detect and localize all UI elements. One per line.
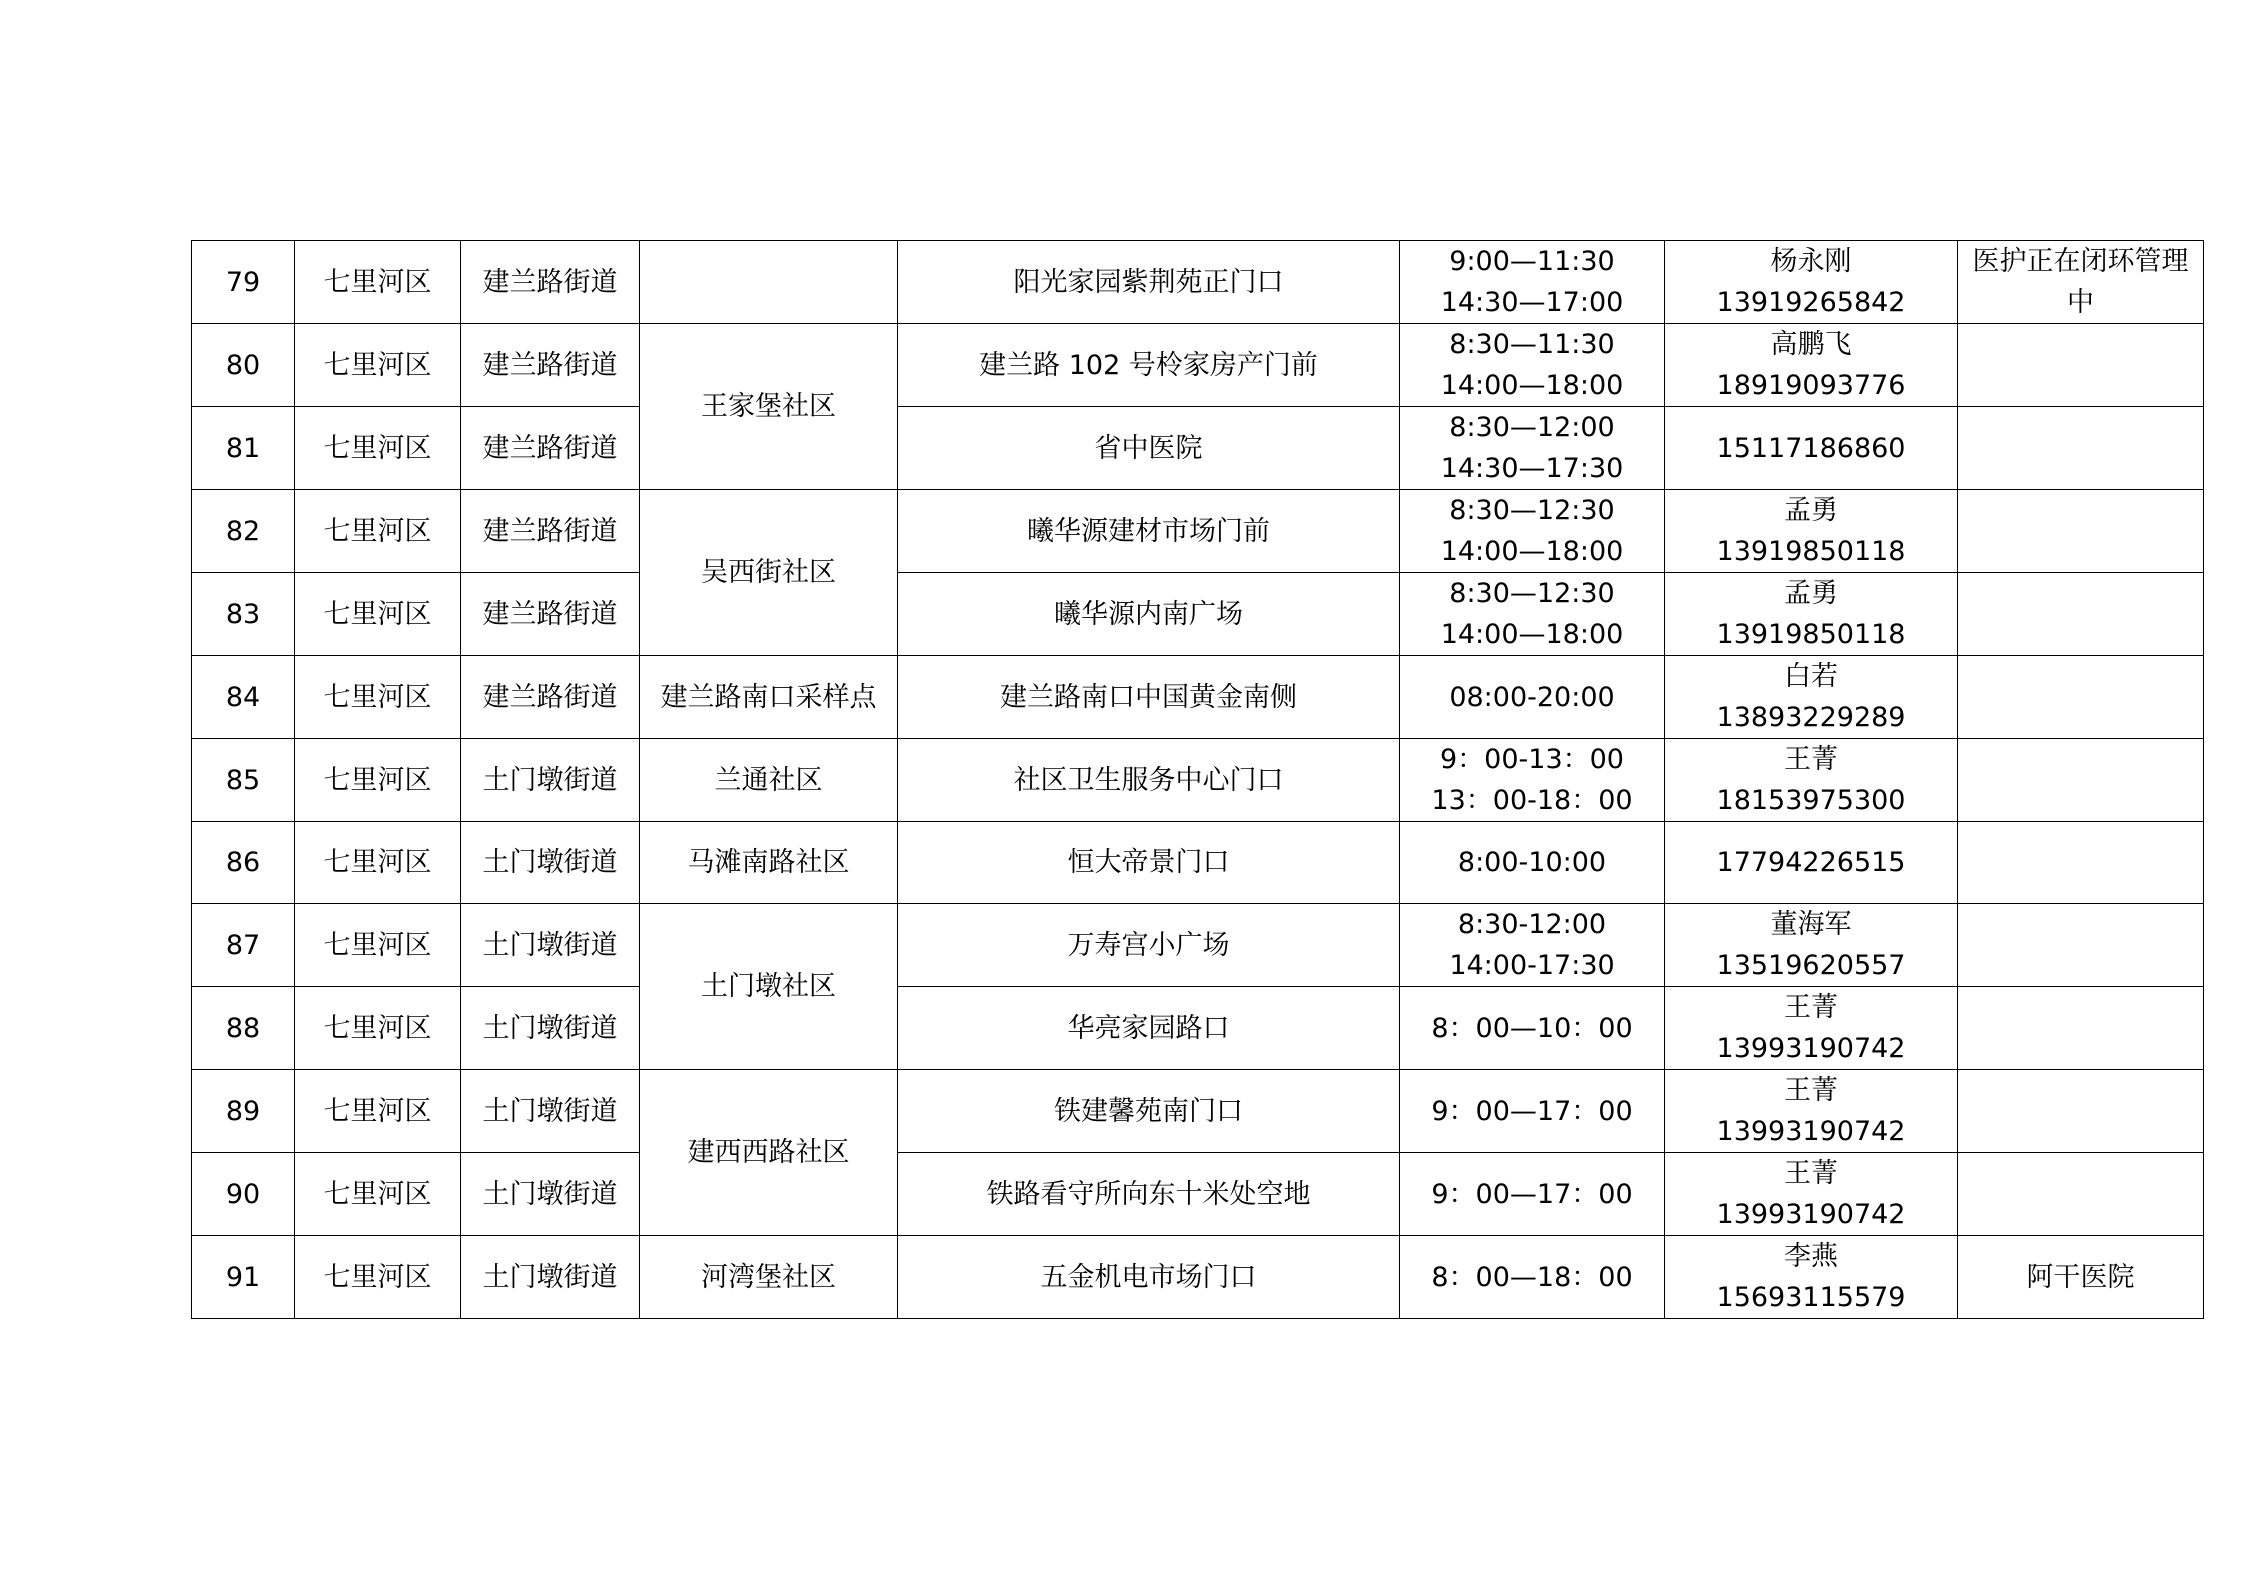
- row-number: 87: [192, 904, 295, 987]
- district-cell: 七里河区: [295, 324, 461, 407]
- hours-line: 8:30-12:00: [1457, 909, 1607, 940]
- district-cell: 七里河区: [295, 573, 461, 656]
- note-cell: [1958, 324, 2204, 407]
- table-row: [192, 573, 2204, 656]
- contact-cell: [1665, 241, 1958, 324]
- street-cell: 土门墩街道: [461, 1153, 640, 1236]
- hours-line: 14:00—18:00: [1440, 370, 1624, 401]
- table-row: [192, 656, 2204, 739]
- street-cell: 建兰路街道: [461, 573, 640, 656]
- hours-cell: [1400, 324, 1665, 407]
- contact-phone: 13519620557: [1716, 950, 1906, 981]
- district-cell: 七里河区: [295, 904, 461, 987]
- note-cell: [1958, 490, 2204, 573]
- row-number: 89: [192, 1070, 295, 1153]
- contact-cell: [1665, 1236, 1958, 1319]
- hours-line: 8:30—12:00: [1449, 412, 1615, 443]
- note-cell: [1958, 904, 2204, 987]
- community-cell: 吴西街社区: [640, 490, 898, 656]
- note-cell: [1958, 1070, 2204, 1153]
- site-cell: 建兰路南口中国黄金南侧: [898, 656, 1400, 739]
- site-cell: 社区卫生服务中心门口: [898, 739, 1400, 822]
- table-row: [192, 324, 2204, 407]
- contact-cell: [1665, 573, 1958, 656]
- community-cell: 土门墩社区: [640, 904, 898, 1070]
- row-number: 83: [192, 573, 295, 656]
- row-number: 86: [192, 822, 295, 904]
- note-cell: [1958, 822, 2204, 904]
- row-number: 85: [192, 739, 295, 822]
- hours-line: 14:30—17:30: [1440, 453, 1624, 484]
- hours-cell: [1400, 656, 1665, 739]
- table-row: [192, 1236, 2204, 1319]
- table-row: [192, 739, 2204, 822]
- contact-cell: [1665, 1070, 1958, 1153]
- district-cell: 七里河区: [295, 1236, 461, 1319]
- district-cell: 七里河区: [295, 241, 461, 324]
- contact-cell: [1665, 490, 1958, 573]
- hours-cell: [1400, 822, 1665, 904]
- contact-name: 王菁: [1784, 1075, 1838, 1106]
- contact-cell: [1665, 904, 1958, 987]
- contact-name: 李燕: [1784, 1241, 1838, 1272]
- contact-name: 孟勇: [1784, 495, 1838, 526]
- testing-sites-table: [191, 240, 2204, 1319]
- hours-cell: [1400, 241, 1665, 324]
- hours-cell: [1400, 904, 1665, 987]
- hours-cell: [1400, 1236, 1665, 1319]
- street-cell: 土门墩街道: [461, 739, 640, 822]
- street-cell: 建兰路街道: [461, 656, 640, 739]
- contact-phone: 13919850118: [1716, 619, 1906, 650]
- contact-name: 王菁: [1784, 992, 1838, 1023]
- hours-line: 14:00-17:30: [1449, 950, 1615, 981]
- street-cell: 建兰路街道: [461, 324, 640, 407]
- hours-cell: [1400, 987, 1665, 1070]
- district-cell: 七里河区: [295, 987, 461, 1070]
- contact-name: 王菁: [1784, 1158, 1838, 1189]
- note-cell: [1958, 739, 2204, 822]
- contact-cell: [1665, 987, 1958, 1070]
- row-number: 91: [192, 1236, 295, 1319]
- street-cell: 土门墩街道: [461, 987, 640, 1070]
- hours-cell: [1400, 573, 1665, 656]
- contact-phone: 13993190742: [1716, 1033, 1906, 1064]
- contact-phone: 13993190742: [1716, 1199, 1906, 1230]
- hours-line: 14:00—18:00: [1440, 536, 1624, 567]
- community-cell: 王家堡社区: [640, 324, 898, 490]
- district-cell: 七里河区: [295, 1070, 461, 1153]
- site-cell: 万寿宫小广场: [898, 904, 1400, 987]
- hours-line: 8:30—12:30: [1449, 578, 1615, 609]
- contact-cell: [1665, 407, 1958, 490]
- site-cell: 华亮家园路口: [898, 987, 1400, 1070]
- contact-phone: 13893229289: [1716, 702, 1906, 733]
- hours-line: 8：00—18：00: [1431, 1261, 1633, 1293]
- table-row: [192, 904, 2204, 987]
- contact-name: 董海军: [1770, 909, 1852, 940]
- hours-cell: [1400, 490, 1665, 573]
- street-cell: 建兰路街道: [461, 407, 640, 490]
- table-row: [192, 241, 2204, 324]
- contact-cell: [1665, 656, 1958, 739]
- district-cell: 七里河区: [295, 739, 461, 822]
- row-number: 80: [192, 324, 295, 407]
- district-cell: 七里河区: [295, 490, 461, 573]
- site-cell: 曦华源内南广场: [898, 573, 1400, 656]
- hours-line: 8:30—12:30: [1449, 495, 1615, 526]
- hours-line: 8：00—10：00: [1431, 1012, 1633, 1044]
- hours-line: 08:00-20:00: [1449, 681, 1615, 713]
- hours-cell: [1400, 739, 1665, 822]
- hours-line: 8:30—11:30: [1449, 329, 1615, 360]
- contact-cell: [1665, 739, 1958, 822]
- site-cell: 曦华源建材市场门前: [898, 490, 1400, 573]
- note-cell: [1958, 656, 2204, 739]
- site-cell: 铁路看守所向东十米处空地: [898, 1153, 1400, 1236]
- contact-cell: [1665, 822, 1958, 904]
- district-cell: 七里河区: [295, 656, 461, 739]
- hours-cell: [1400, 1153, 1665, 1236]
- site-cell: 恒大帝景门口: [898, 822, 1400, 904]
- hours-line: 9：00—17：00: [1431, 1178, 1633, 1210]
- contact-cell: [1665, 324, 1958, 407]
- row-number: 79: [192, 241, 295, 324]
- community-cell: 河湾堡社区: [640, 1236, 898, 1319]
- contact-phone: 17794226515: [1716, 847, 1906, 878]
- note-cell: 医护正在闭环管理中: [1958, 241, 2204, 324]
- street-cell: 土门墩街道: [461, 822, 640, 904]
- row-number: 90: [192, 1153, 295, 1236]
- hours-cell: [1400, 1070, 1665, 1153]
- contact-phone: 13993190742: [1716, 1116, 1906, 1147]
- row-number: 88: [192, 987, 295, 1070]
- row-number: 84: [192, 656, 295, 739]
- street-cell: 建兰路街道: [461, 241, 640, 324]
- community-cell: 建西西路社区: [640, 1070, 898, 1236]
- district-cell: 七里河区: [295, 407, 461, 490]
- table-row: [192, 1070, 2204, 1153]
- table-row: [192, 1153, 2204, 1236]
- contact-phone: 13919265842: [1716, 287, 1906, 318]
- street-cell: 建兰路街道: [461, 490, 640, 573]
- note-cell: [1958, 573, 2204, 656]
- note-cell: [1958, 1153, 2204, 1236]
- note-cell: 阿干医院: [1958, 1236, 2204, 1319]
- hours-line: 13：00-18：00: [1431, 785, 1633, 816]
- site-cell: 建兰路 102 号柃家房产门前: [898, 324, 1400, 407]
- contact-name: 杨永刚: [1770, 246, 1852, 277]
- street-cell: 土门墩街道: [461, 904, 640, 987]
- site-cell: 阳光家园紫荆苑正门口: [898, 241, 1400, 324]
- contact-cell: [1665, 1153, 1958, 1236]
- contact-phone: 18919093776: [1716, 370, 1906, 401]
- district-cell: 七里河区: [295, 822, 461, 904]
- hours-line: 9:00—11:30: [1449, 246, 1615, 277]
- site-cell: 省中医院: [898, 407, 1400, 490]
- site-cell: 铁建馨苑南门口: [898, 1070, 1400, 1153]
- street-cell: 土门墩街道: [461, 1236, 640, 1319]
- street-cell: 土门墩街道: [461, 1070, 640, 1153]
- table-row: [192, 407, 2204, 490]
- contact-name: 孟勇: [1784, 578, 1838, 609]
- hours-line: 9：00—17：00: [1431, 1095, 1633, 1127]
- contact-name: 白若: [1784, 661, 1838, 692]
- hours-line: 9：00-13：00: [1440, 744, 1624, 775]
- community-cell: [640, 656, 898, 739]
- community-cell: [640, 241, 898, 324]
- community-cell: 马滩南路社区: [640, 822, 898, 904]
- site-cell: 五金机电市场门口: [898, 1236, 1400, 1319]
- note-cell: [1958, 407, 2204, 490]
- hours-cell: [1400, 407, 1665, 490]
- contact-phone: 15693115579: [1716, 1282, 1906, 1313]
- hours-line: 14:00—18:00: [1440, 619, 1624, 650]
- community-text: 建兰路南口采样点: [660, 681, 877, 713]
- table-row: [192, 987, 2204, 1070]
- contact-name: 王菁: [1784, 744, 1838, 775]
- hours-line: 14:30—17:00: [1440, 287, 1624, 318]
- contact-phone: 13919850118: [1716, 536, 1906, 567]
- contact-phone: 15117186860: [1716, 432, 1906, 464]
- row-number: 82: [192, 490, 295, 573]
- hours-line: 8:00-10:00: [1457, 847, 1607, 878]
- contact-phone: 18153975300: [1716, 785, 1906, 816]
- community-cell: 兰通社区: [640, 739, 898, 822]
- note-cell: [1958, 987, 2204, 1070]
- contact-name: 高鹏飞: [1770, 329, 1852, 360]
- table-row: [192, 822, 2204, 904]
- table-row: [192, 490, 2204, 573]
- district-cell: 七里河区: [295, 1153, 461, 1236]
- row-number: 81: [192, 407, 295, 490]
